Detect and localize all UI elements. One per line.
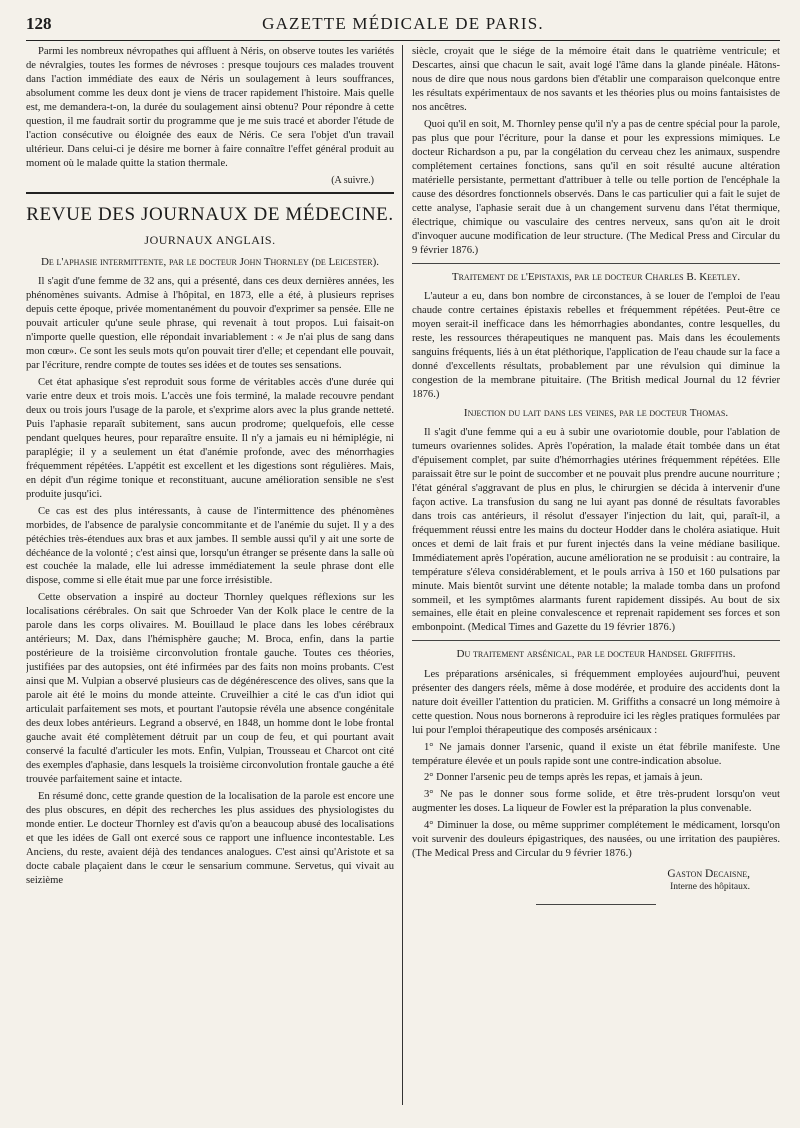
- columns: [26, 45, 780, 1105]
- rule-item: 3° Ne pas le donner sous forme solide, et être très-prudent lorsqu'on veut augmenter les doses. La liqueur de Fowler est la préparation la plus convenable.: [412, 789, 780, 815]
- article-paragraph: Cette observation a inspiré au docteur Thornley quelques réflexions sur les localisations cérébrales. On sait que Schroeder Van der Kolk place le centre de la parole dans les corps olivaires. M. Bouillaud le place dans les lobes cérébraux antérieurs; M. Dax, dans l'hémisphère gauche; M. Broca, enfin, dans la partie postérieure de la troisième circonvolution frontale gauche. Toutes ces théories, justifiées par des autopsies, ont été infirmées par des faits non moins probants. C'est ainsi que M. Vulpian a observé plusieurs cas de dégénérescence des olives, sans que la parole ait été le moins du monde atteinte. Cruveilhier a cité le cas d'un idiot qui articulait parfaitement ses mots, et pourtant l'autopsie révéla une absence congénitale des deux lobes antérieurs. Legrand a observé, en 1848, un homme dont le lobe frontal gauche avait été complètement détruit par un coup de feu, et qui pourtant avait conservé la faculté d'articuler les mots. Enfin, Vulpian, Trousseau et Charcot ont cité des exemples d'aphasie, dans lesquels la troisième circonvolution frontale gauche a été trouvée parfaitement saine et intacte.: [26, 592, 394, 786]
- article-title-epistaxis: Traitement de l'Epistaxis, par le docteur Charles B. Keetley.: [451, 270, 741, 283]
- right-column: [403, 45, 780, 1105]
- intro-paragraph: Parmi les nombreux névropathes qui affluent à Néris, on observe toutes les variétés de névralgies, toutes les formes de névroses : presque toujours ces malades trouvent dans l'action immédiate des eaux de Néris un soulagement à leurs souffrances, absolument comme les deux dont je viens de tracer rapidement l'histoire. Mais quelle est, me demandera-t-on, la durée du soulagement ainsi obtenu? Pour répondre à cette question, il me faudrait sortir du programme que je me suis tracé et aborder l'étude de l'action consécutive ou éloignée des eaux de Néris. Ce sera l'objet d'un travail ultérieur. Dans celui-ci je désire me borner à faire connaître l'effet général produit au moment où le malade quitte la station thermale.: [26, 46, 394, 169]
- article-paragraph: En résumé donc, cette grande question de la localisation de la parole est encore une des plus obscures, en dépit des recherches les plus assidues des physiologistes du monde entier. Le docteur Thornley est d'avis qu'on a beaucoup abusé des localisations et que les idées de Gall ont exercé sous ce rapport une influence incontestable. Les Anciens, du reste, avaient déjà des tendances analogues. C'est ainsi qu'Aristote et sa docte cabale plaçaient dans le cœur le sensarium commune. Servetus, qui vivait au seizième: [26, 790, 394, 886]
- article-paragraph: Cet état aphasique s'est reproduit sous forme de véritables accès d'une durée qui varie entre deux et trois mois. L'accès une fois terminé, la malade recouvre pendant deux ou trois jours l'usage de la parole, et s'exprime alors avec la plus grande netteté. Puis l'aphasie reparaît subitement, sans aucun prodrome; quelquefois, elle cesse pendant quelques heures, pour reparaître ensuite. Il n'y a jamais eu ni hémiplégie, ni paraplégie; il y a seulement un état d'anémie profonde, avec des ménorrhagies fréquemment répétées. L'appétit est excellent et les digestions sont régulières. Mais, en dépit d'un régime tonique et reconstituant, aucune amélioration sensible ne s'est produite jusqu'ici.: [26, 376, 394, 500]
- rule-item: 4° Diminuer la dose, ou même supprimer complétement le médicament, lorsqu'on voit survenir des douleurs épigastriques, des nausées, ou une irritation des paupières. (The Medical Press and Circular du 9 février 1876.): [412, 820, 780, 860]
- section-divider: [26, 192, 394, 194]
- page-header: [26, 14, 780, 41]
- article-paragraph: Les préparations arsénicales, si fréquemment employées aujourd'hui, peuvent présenter des dangers réels, même à dose modérée, et produire des accidents dont la nature doit éveiller l'attention du praticien. M. Griffiths a consacré un long mémoire à cette question. Nous nous bornerons à reproduire ici les règles pratiques formulées par lui pour l'emploi thérapeutique des composés arsénicaux :: [412, 668, 780, 736]
- page-number: 128: [26, 14, 52, 33]
- article-paragraph: Il s'agit d'une femme qui a eu à subir une ovariotomie double, pour l'ablation de tumeurs ovariennes solides. Après l'opération, la malade était tombée dans un état d'épuisement complet, par suite d'hémorrhagies utérines fréquemment répétées. Elle paraissait être sur le point de succomber et ne pouvait plus prendre aucune nourriture ; l'état général s'aggravant de plus en plus, le chirurgien se décida à intervenir d'une façon active. La transfusion du sang ne lui ayant pas donné de résultats favorables dans trois cas antérieurs, il résolut d'essayer l'injection du lait, qui, paraît-il, a fréquemment réussi entre les mains du docteur Hodder dans le choléra asiatique. Huit onces et demi de lait frais et pur furent injectés dans la veine médiane basilique. Immédiatement après l'opération, aucune amélioration ne se produisit : au contraire, la température s'éleva considérablement, et le pouls arriva à 150 et 160 pulsations par minute. Mais bientôt survint une détente notable; la malade tomba dans un profond sommeil, et les symptômes alarmants furent rapidement dissipés. Au bout de six semaines, elle était en pleine convalescence et reprenait rapidement ses forces et son embonpoint. (Medical Times and Gazette du 19 février 1876.): [412, 426, 780, 634]
- article-divider: [412, 640, 780, 641]
- left-column: [26, 45, 403, 1105]
- article-title-aphasie: De l'aphasie intermittente, par le docteur John Thornley (de Leicester).: [40, 255, 380, 268]
- signature: [412, 867, 750, 893]
- article-paragraph: L'auteur a eu, dans bon nombre de circonstances, à se louer de l'emploi de l'eau chaude contre certaines épistaxis rebelles et fréquemment répétées. Peut-être ce moyen serait-il inefficace dans les hémorrhagies abondantes, contre lesquelles, du reste, les ressources thérapeutiques ne manquent pas. Mais dans les écoulements sanguins fréquents, liés à un état pléthorique, l'application de l'eau chaude sur la face a donné d'excellents résultats, probablement par une révulsion qui diminue la congestion de la membrane pituitaire. (The British medical Journal du 12 février 1876.): [412, 290, 780, 400]
- signature-name: Gaston Decaisne,: [667, 868, 750, 881]
- rule-item: 1° Ne jamais donner l'arsenic, quand il existe un état fébrile manifeste. Une température élevée et un pouls rapide sont une contre-indication absolue.: [412, 741, 780, 767]
- a-suivre: (A suivre.): [331, 174, 374, 186]
- article-title-injection: Injection du lait dans les veines, par le docteur Thomas.: [463, 406, 729, 419]
- rule-item: 2° Donner l'arsenic peu de temps après les repas, et jamais à jeun.: [424, 772, 703, 784]
- article-paragraph: Quoi qu'il en soit, M. Thornley pense qu'il n'y a pas de centre spécial pour la parole, pas plus que pour l'écriture, pour la danse et pour les expressions mimiques. Le docteur Richardson a pu, par la congélation du cerveau chez les animaux, suspendre complétement certaines fonctions, sans qu'il en soit résulté aucune altération matérielle persistante, permettant d'attribuer à telle ou telle portion de l'encéphale la cause des désordres fonctionnels observés. Dans le cas particulier qui a fait le sujet de cette analyse, l'aphasie serait due à un changement survenu dans l'état thermique, électrique, chimique ou vasculaire des centres nerveux, sans qu'on ait le droit d'invoquer aucune modification de leur structure. (The Medical Press and Circular du 9 février 1876.): [412, 118, 780, 256]
- article-divider: [412, 263, 780, 264]
- article-paragraph: Ce cas est des plus intéressants, à cause de l'intermittence des phénomènes morbides, de l'absence de paralysie concommitante et de l'anémie du sujet. Il y a des pétéchies très-étendues aux bras et aux jambes. Il semble aussi qu'il y ait une sorte de déchéance de la volonté ; c'est ainsi que, lorsqu'un étranger se présente dans la salle où est couchée la malade, elle lui adresse immédiatement la seule phrase dont elle dispose, comme si elle était mue par une force irrésistible.: [26, 505, 394, 587]
- journal-title: GAZETTE MÉDICALE DE PARIS.: [262, 14, 544, 33]
- signature-role: Interne des hôpitaux.: [670, 881, 750, 892]
- article-paragraph: Il s'agit d'une femme de 32 ans, qui a présenté, dans ces deux dernières années, les phénomènes suivants. Admise à l'hôpital, en 1873, elle a été, à plusieurs reprises depuis cette époque, privée momentanément du pouvoir d'exprimer sa pensée. Elle ne pouvait articuler qu'une seule phrase, qui revenait à tout propos. Lui faisait-on n'importe quelle question, elle répondait invariablement : « Je n'ai plus de sang dans mon cœur». Ce sont les seuls mots qu'on pouvait tirer d'elle; et cependant elle pouvait, par l'écriture, rendre compte de toutes ses idées et de toutes ses sensations.: [26, 276, 394, 371]
- revue-title: REVUE DES JOURNAUX DE MÉDECINE.: [26, 203, 394, 225]
- end-rule: [536, 904, 656, 905]
- journaux-subtitle: JOURNAUX ANGLAIS.: [144, 232, 276, 247]
- continued-paragraph: siècle, croyait que le siége de la mémoire était dans le quatrième ventricule; et Descartes, ainsi que chacun le sait, avait logé l'âme dans la glande pinéale. Hâtons-nous de dire que nous nous gardons bien d'établir une comparaison quelconque entre les résultats expérimentaux de nos savants et les théories plus ou moins fantaisistes de nos ancêtres.: [412, 46, 780, 113]
- article-title-arsenical: Du traitement arsénical, par le docteur Handsel Griffiths.: [456, 648, 736, 661]
